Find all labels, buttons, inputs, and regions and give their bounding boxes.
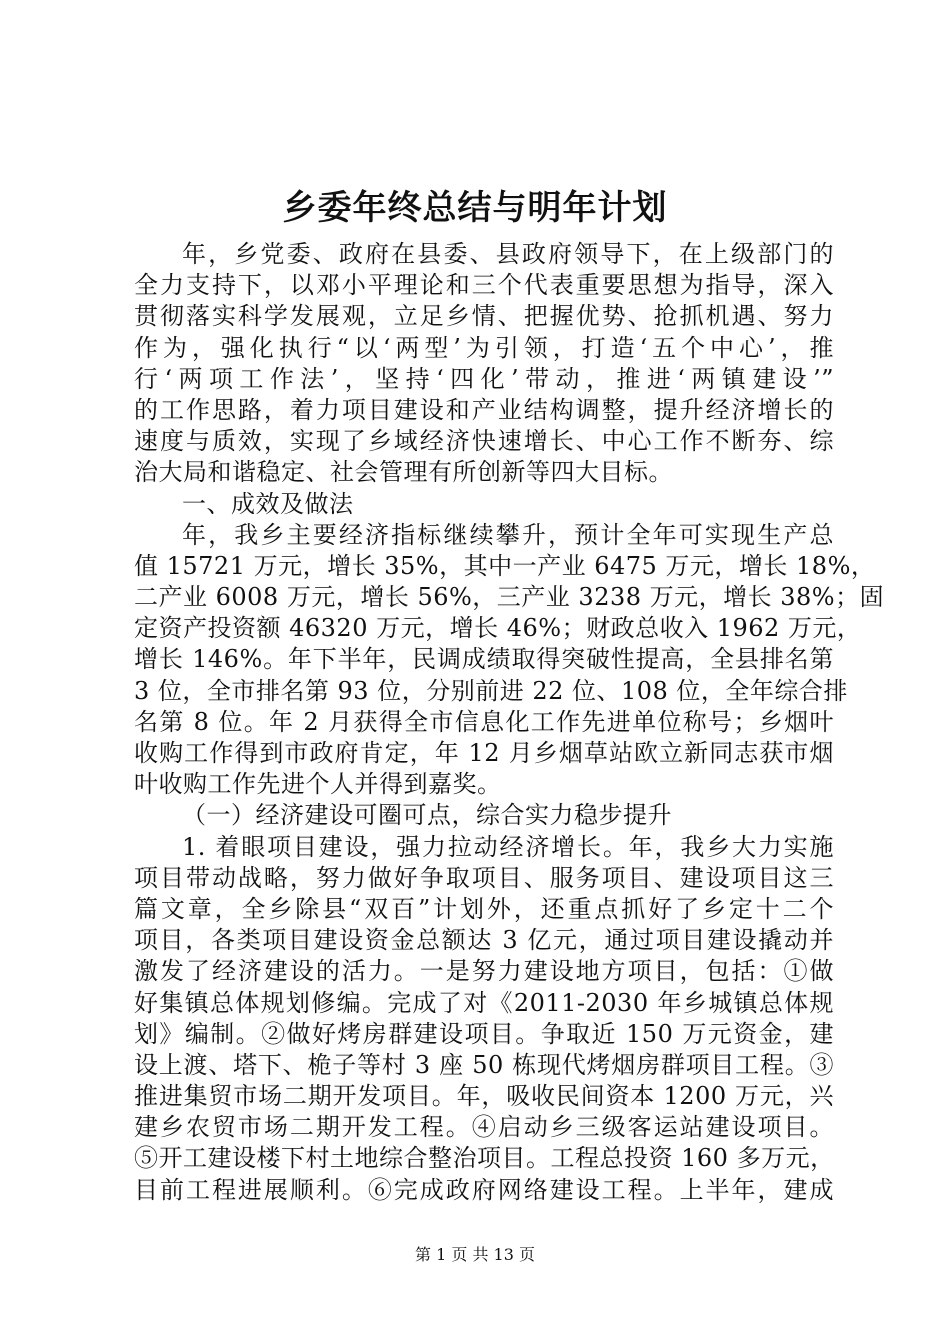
body-line: （一）经济建设可圈可点，综合实力稳步提升 [182, 801, 672, 830]
body-line: 建乡农贸市场二期开发工程。④启动乡三级客运站建设项目。 [134, 1113, 834, 1142]
body-line: 的工作思路，着力项目建设和产业结构调整，提升经济增长的 [134, 395, 834, 424]
page-footer: 第 1 页 共 13 页 [415, 1245, 535, 1264]
body-line: 目前工程进展顺利。⑥完成政府网络建设工程。上半年，建成 [134, 1175, 834, 1204]
body-line: 增长 146%。年下半年，民调成绩取得突破性提高，全县排名第 [134, 645, 834, 674]
body-line: ⑤开工建设楼下村土地综合整治项目。工程总投资 160 多万元， [134, 1144, 835, 1173]
body-line: 设上渡、塔下、桅子等村 3 座 50 栋现代烤烟房群项目工程。③ [134, 1050, 834, 1079]
body-line: 治大局和谐稳定、社会管理有所创新等四大目标。 [134, 458, 673, 487]
body-line: 篇文章，全乡除县“双百”计划外，还重点抓好了乡定十二个 [134, 894, 834, 923]
body-line: 1. 着眼项目建设，强力拉动经济增长。年，我乡大力实施 [182, 832, 834, 861]
document-title: 乡委年终总结与明年计划 [282, 188, 668, 228]
body-line: 项目，各类项目建设资金总额达 3 亿元，通过项目建设撬动并 [134, 926, 834, 955]
body-line: 3 位，全市排名第 93 位，分别前进 22 位、108 位，全年综合排 [134, 676, 848, 705]
body-line: 二产业 6008 万元，增长 56%，三产业 3238 万元，增长 38%；固 [134, 583, 885, 612]
body-line: 值 15721 万元，增长 35%，其中一产业 6475 万元，增长 18%， [134, 551, 876, 580]
body-line: 作为，强化执行“以‘两型’为引领，打造‘五个中心’，推 [134, 333, 834, 362]
body-line: 推进集贸市场二期开发项目。年，吸收民间资本 1200 万元，兴 [134, 1082, 834, 1111]
body-line: 贯彻落实科学发展观，立足乡情、把握优势、抢抓机遇、努力 [134, 302, 834, 331]
document-body [134, 239, 885, 1206]
body-line: 行‘两项工作法’，坚持‘四化’带动，推进‘两镇建设’” [134, 364, 834, 393]
body-line: 年，乡党委、政府在县委、县政府领导下，在上级部门的 [182, 240, 834, 268]
body-line: 项目带动战略，努力做好争取项目、服务项目、建设项目这三 [134, 863, 834, 892]
body-line: 定资产投资额 46320 万元，增长 46%；财政总收入 1962 万元， [134, 614, 862, 643]
body-line: 全力支持下，以邓小平理论和三个代表重要思想为指导，深入 [134, 271, 834, 300]
body-line: 一、成效及做法 [182, 489, 354, 518]
body-line: 速度与质效，实现了乡域经济快速增长、中心工作不断夯、综 [134, 427, 834, 456]
body-line: 收购工作得到市政府肯定，年 12 月乡烟草站欧立新同志获市烟 [134, 739, 834, 767]
body-line: 名第 8 位。年 2 月获得全市信息化工作先进单位称号；乡烟叶 [134, 707, 834, 736]
body-line: 好集镇总体规划修编。完成了对《2011-2030 年乡城镇总体规 [134, 988, 834, 1017]
body-line: 年，我乡主要经济指标继续攀升，预计全年可实现生产总 [182, 520, 834, 549]
body-line: 划》编制。②做好烤房群建设项目。争取近 150 万元资金，建 [134, 1019, 834, 1048]
body-line: 激发了经济建设的活力。一是努力建设地方项目，包括：①做 [134, 957, 834, 986]
body-line: 叶收购工作先进个人并得到嘉奖。 [134, 770, 502, 799]
